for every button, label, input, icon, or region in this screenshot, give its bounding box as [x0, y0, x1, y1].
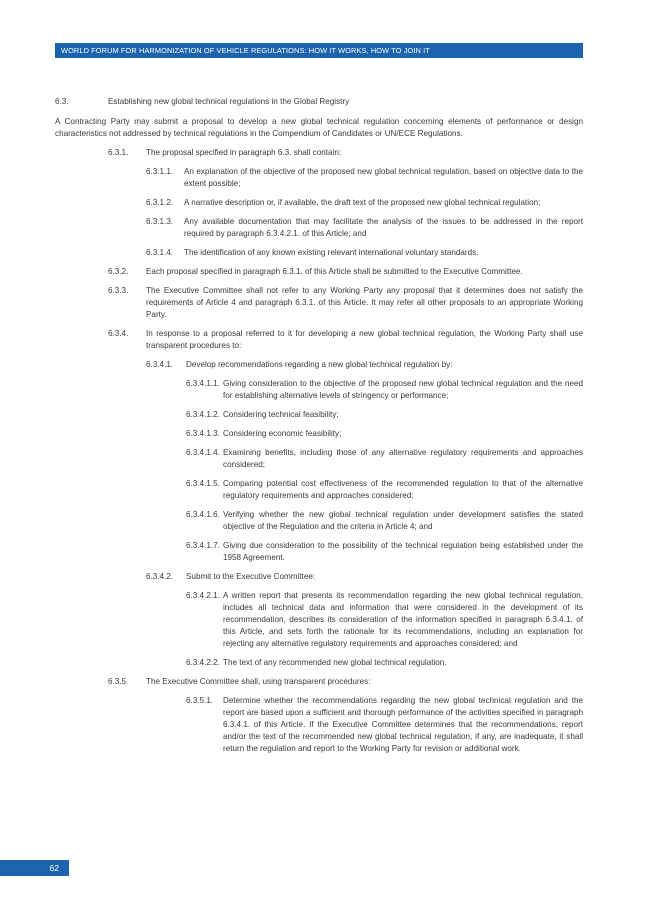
- paragraph-text: A written report that presents its recommendation regarding the new global technical regulation, includes all technical data and information that were considered in the development of its recommendation, describes its consideration of the information specified in paragraph 6.3.4.1. of this Article, and sets forth the rationale for its recommendations, including an explanation for rejecting any alternative regulatory requirements and approaches considered; and: [223, 591, 583, 648]
- paragraph-6-3-4-2-1: [186, 590, 583, 650]
- paragraph-number: 6.3.4.2.: [146, 572, 174, 581]
- paragraph-6-3-4-1-3: [186, 428, 583, 440]
- paragraph-text: The proposal specified in paragraph 6.3. shall contain:: [146, 148, 342, 157]
- paragraph-number: 6.3.4.1.5.: [186, 479, 220, 488]
- paragraph-6-3-2: [108, 266, 583, 278]
- document-body: [55, 96, 583, 762]
- paragraph-text: Giving due consideration to the possibility of the technical regulation being established under the 1958 Agreement.: [223, 541, 583, 562]
- paragraph-number: 6.3.4.1.3.: [186, 429, 220, 438]
- paragraph-6-3-4-1-2: [186, 409, 583, 421]
- paragraph-text: Giving consideration to the objective of the proposed new global technical regulation and the need for establishing alternative levels of stringency or performance;: [223, 379, 583, 400]
- paragraph-text: The Executive Committee shall, using transparent procedures:: [146, 677, 371, 686]
- paragraph-number: 6.3.1.2.: [146, 198, 174, 207]
- paragraph-6-3-3: [108, 285, 583, 321]
- paragraph-text: Considering economic feasibility;: [223, 429, 342, 438]
- paragraph-number: 6.3.4.2.2.: [186, 658, 220, 667]
- paragraph-text: The text of any recommended new global technical regulation.: [223, 658, 447, 667]
- paragraph-text: Submit to the Executive Committee:: [186, 572, 316, 581]
- paragraph-text: Determine whether the recommendations regarding the new global technical regulation and the report are based upon a sufficient and thorough performance of the activities specified in paragraph 6.3.4.1. of this Article. If the Executive Committee determines that the recommendations, report and/or the text of the recommended new global technical regulation, if any, are inadequate, it shall return the regulation and report to the Working Party for revision or additional work.: [223, 696, 583, 753]
- paragraph-text: Examining benefits, including those of any alternative regulatory requirements and approaches considered;: [223, 448, 583, 469]
- paragraph-number: 6.3.4.: [108, 329, 129, 338]
- paragraph-text: The Executive Committee shall not refer to any Working Party any proposal that it determines does not satisfy the requirements of Article 4 and paragraph 6.3.1. of this Article. It may refer all other proposals to an appropriate Working Party.: [146, 286, 583, 319]
- paragraph-text: The identification of any known existing relevant international voluntary standards.: [184, 248, 479, 257]
- section-title: Establishing new global technical regulations in the Global Registry: [108, 97, 350, 106]
- paragraph-6-3-4-1-4: [186, 447, 583, 471]
- paragraph-text: Any available documentation that may facilitate the analysis of the issues to be addressed in the report required by paragraph 6.3.4.2.1. of this Article; and: [184, 217, 583, 238]
- paragraph-6-3-1-3: [146, 216, 583, 240]
- paragraph-number: 6.3.3.: [108, 286, 129, 295]
- section-heading: [55, 96, 583, 108]
- paragraph-number: 6.3.4.1.7.: [186, 541, 220, 550]
- paragraph-6-3-1: [108, 147, 583, 159]
- paragraph-6-3-1-1: [146, 166, 583, 190]
- paragraph-text: In response to a proposal referred to it for developing a new global technical regulation, the Working Party shall use transparent procedures to:: [146, 329, 583, 350]
- paragraph-6-3-4-2-2: [186, 657, 583, 669]
- paragraph-number: 6.3.4.1.2.: [186, 410, 220, 419]
- paragraph-text: An explanation of the objective of the proposed new global technical regulation, based on objective data to the extent possible;: [184, 167, 583, 188]
- paragraph-number: 6.3.4.1.: [146, 360, 174, 369]
- paragraph-6-3-4: [108, 328, 583, 352]
- paragraph-6-3-4-1-1: [186, 378, 583, 402]
- paragraph-number: 6.3.1.1.: [146, 167, 174, 176]
- paragraph-number: 6.3.4.2.1.: [186, 591, 220, 600]
- paragraph-6-3-4-1-7: [186, 540, 583, 564]
- paragraph-text: Considering technical feasibility;: [223, 410, 339, 419]
- paragraph-number: 6.3.1.: [108, 148, 129, 157]
- paragraph-6-3-5: [108, 676, 583, 688]
- paragraph-number: 6.3.1.3.: [146, 217, 174, 226]
- paragraph-number: 6.3.2.: [108, 267, 129, 276]
- section-number: 6.3.: [55, 97, 69, 106]
- paragraph-6-3-4-1: [146, 359, 583, 371]
- paragraph-number: 6.3.5: [108, 677, 127, 686]
- paragraph-number: 6.3.4.1.1.: [186, 379, 220, 388]
- paragraph-6-3-1-4: [146, 247, 583, 259]
- paragraph-text: Verifying whether the new global technical regulation under development satisfies the stated objective of the Regulation and the criteria in Article 4; and: [223, 510, 583, 531]
- paragraph-number: 6.3.4.1.4.: [186, 448, 220, 457]
- paragraph-6-3-4-1-5: [186, 478, 583, 502]
- paragraph-6-3-5-1: [186, 695, 583, 755]
- paragraph-6-3-4-2: [146, 571, 583, 583]
- paragraph-text: Comparing potential cost effectiveness of the recommended regulation to that of the alternative regulatory requirements and approaches considered;: [223, 479, 583, 500]
- paragraph-text: Develop recommendations regarding a new global technical regulation by:: [186, 360, 453, 369]
- paragraph-text: A narrative description or, if available, the draft text of the proposed new global technical regulation;: [184, 198, 541, 207]
- paragraph-number: 6.3.5.1.: [186, 696, 214, 705]
- intro-paragraph: A Contracting Party may submit a proposal to develop a new global technical regulation concerning elements of performance or design characteristics not addressed by technical regulations in the Compendium of Candidates or UN/ECE Regulations.: [55, 117, 583, 138]
- paragraph-number: 6.3.1.4.: [146, 248, 174, 257]
- paragraph-text: Each proposal specified in paragraph 6.3.1. of this Article shall be submitted to the Executive Committee.: [146, 267, 523, 276]
- paragraph-number: 6.3.4.1.6.: [186, 510, 220, 519]
- running-header: WORLD FORUM FOR HARMONIZATION OF VEHICLE REGULATIONS: HOW IT WORKS, HOW TO JOIN IT: [55, 43, 583, 58]
- paragraph-6-3-4-1-6: [186, 509, 583, 533]
- page-number: 62: [0, 860, 69, 876]
- paragraph-6-3-1-2: [146, 197, 583, 209]
